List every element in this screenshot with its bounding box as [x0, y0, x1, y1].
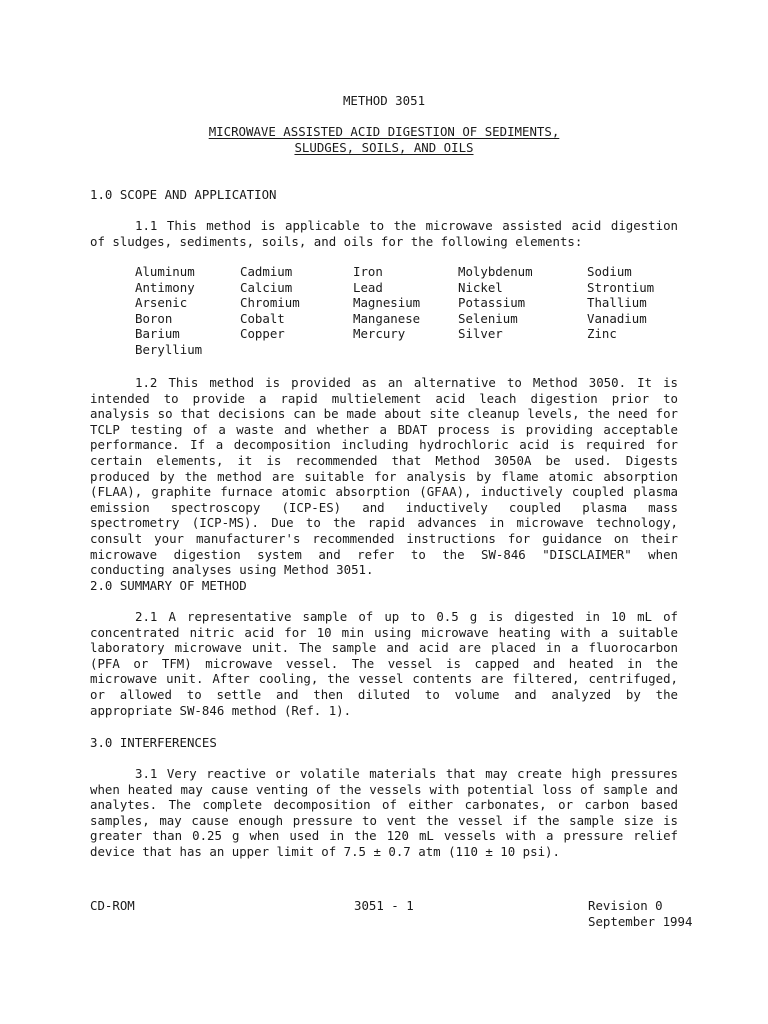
element-name: Vanadium [587, 310, 647, 326]
element-name: Arsenic [135, 295, 188, 311]
element-name: Thallium [587, 295, 647, 311]
element-name: Calcium [240, 279, 293, 295]
section-1-heading: 1.0 SCOPE AND APPLICATION [90, 187, 277, 202]
section-3-heading: 3.0 INTERFERENCES [90, 735, 217, 750]
element-column-3 [353, 264, 420, 342]
element-column-2 [240, 264, 300, 342]
document-title: METHOD 3051 [342, 93, 426, 108]
element-name: Sodium [587, 264, 632, 279]
element-name: Mercury [353, 326, 406, 342]
element-name: Antimony [135, 279, 195, 295]
element-name: Cobalt [240, 310, 285, 326]
element-name: Cadmium [240, 264, 293, 279]
element-name: Iron [353, 264, 383, 279]
element-name: Potassium [458, 295, 526, 311]
paragraph-1-1: 1.1 This method is applicable to the microwave assisted acid digestion of sludges, sediments, soils, and oils for the following elements: [90, 218, 678, 249]
paragraph-2-1: 2.1 A representative sample of up to 0.5 g is digested in 10 mL of concentrated nitric acid for 10 min using microwave heating with a suitable laboratory microwave unit. The sample and acid are placed in a fluorocarbon (PFA or TFM) microwave vessel. The vessel is capped and heated in the microwave unit. After cooling, the vessel contents are filtered, centrifuged, or allowed to settle and then diluted to volume and analyzed by the appropriate SW-846 method (Ref. 1). [90, 609, 678, 718]
subtitle-line-1: MICROWAVE ASSISTED ACID DIGESTION OF SEDIMENTS, [208, 124, 560, 139]
section-2-heading: 2.0 SUMMARY OF METHOD [90, 578, 247, 593]
element-name: Beryllium [135, 341, 203, 357]
element-name: Strontium [587, 279, 655, 295]
element-column-1 [135, 264, 202, 358]
footer-cdrom: CD-ROM [90, 898, 135, 913]
element-name: Selenium [458, 310, 518, 326]
element-name: Zinc [587, 326, 617, 342]
element-column-4 [458, 264, 533, 342]
element-name: Lead [353, 279, 383, 295]
element-name: Magnesium [353, 295, 421, 311]
footer-page-number: 3051 - 1 [354, 898, 414, 913]
element-name: Manganese [353, 310, 421, 326]
footer-revision [588, 898, 692, 929]
element-name: Barium [135, 326, 180, 342]
paragraph-3-1: 3.1 Very reactive or volatile materials that may create high pressures when heated may cause venting of the vessels with potential loss of sample and analytes. The complete decomposition of either carbonates, or carbon based samples, may cause enough pressure to vent the vessel if the sample size is greater than 0.25 g when used in the 120 mL vessels with a pressure relief device that has an upper limit of 7.5 ± 0.7 atm (110 ± 10 psi). [90, 766, 678, 859]
document-subtitle [90, 124, 678, 155]
element-name: Aluminum [135, 264, 195, 279]
footer-revision-label: Revision 0 [588, 898, 663, 913]
footer-date: September 1994 [588, 913, 693, 929]
element-column-5 [587, 264, 654, 342]
element-name: Molybdenum [458, 264, 533, 279]
subtitle-line-2: SLUDGES, SOILS, AND OILS [294, 139, 474, 155]
element-name: Nickel [458, 279, 503, 295]
element-name: Copper [240, 326, 285, 342]
element-name: Boron [135, 310, 173, 326]
paragraph-1-2: 1.2 This method is provided as an alternative to Method 3050. It is intended to provide a rapid multielement acid leach digestion prior to analysis so that decisions can be made about site cleanup levels, the need for TCLP testing of a waste and whether a BDAT process is providing acceptable performance. If a decomposition including hydrochloric acid is required for certain elements, it is recommended that Method 3050A be used. Digests produced by the method are suitable for analysis by flame atomic absorption (FLAA), graphite furnace atomic absorption (GFAA), inductively coupled plasma emission spectroscopy (ICP-ES) and inductively coupled plasma mass spectrometry (ICP-MS). Due to the rapid advances in microwave technology, consult your manufacturer's recommended instructions for guidance on their microwave digestion system and refer to the SW-846 "DISCLAIMER" when conducting analyses using Method 3051. [90, 375, 678, 578]
element-name: Chromium [240, 295, 300, 311]
element-name: Silver [458, 326, 503, 342]
